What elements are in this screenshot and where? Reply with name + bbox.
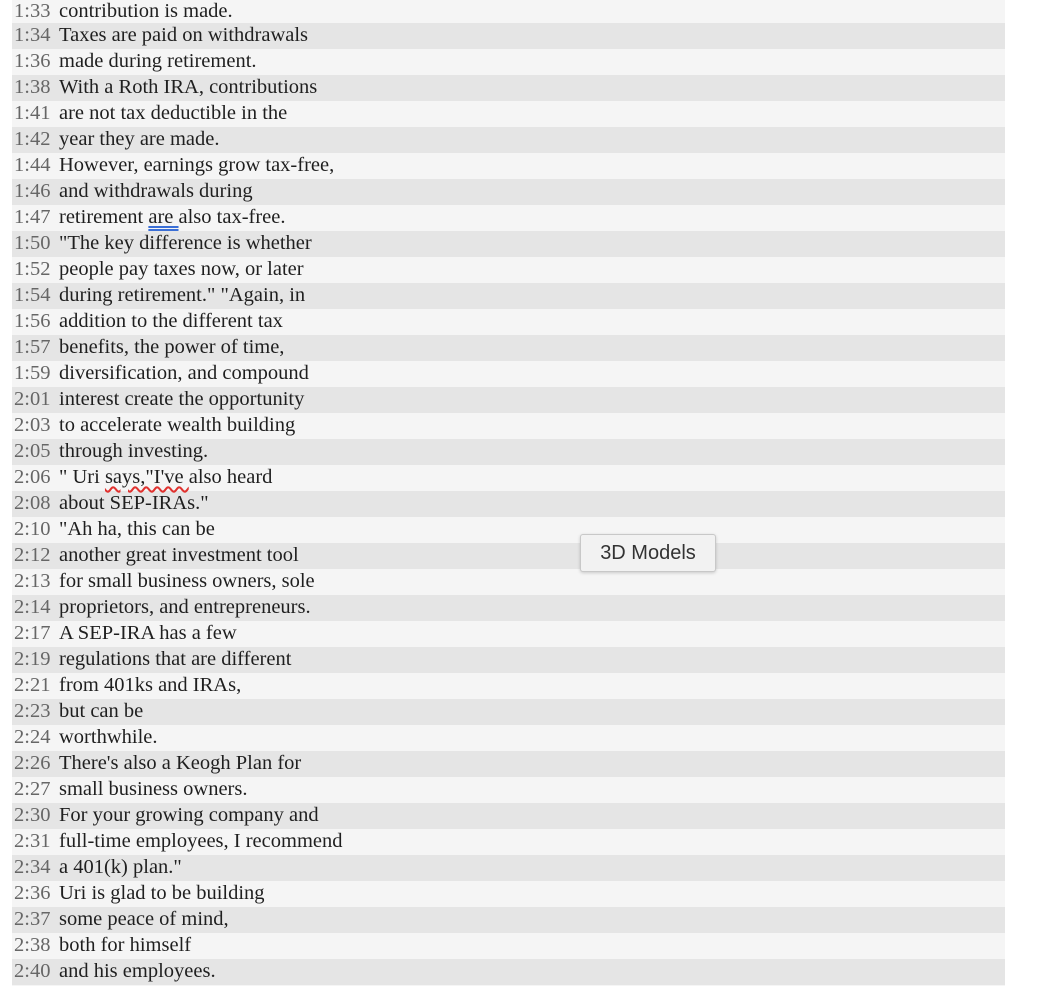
caption-text[interactable] (59, 128, 220, 150)
caption-text[interactable] (59, 908, 229, 930)
timestamp: 1:34 (14, 24, 51, 46)
transcript-row[interactable] (12, 803, 1005, 829)
timestamp: 1:57 (14, 336, 51, 358)
timestamp: 1:33 (14, 0, 51, 22)
caption-text[interactable] (59, 804, 319, 826)
timestamp: 2:21 (14, 674, 51, 696)
caption-segment: interest create the opportunity (59, 388, 305, 410)
caption-text[interactable] (59, 440, 208, 462)
caption-segment: through investing. (59, 440, 209, 462)
timestamp: 2:26 (14, 752, 51, 774)
transcript-row[interactable] (12, 49, 1005, 75)
caption-segment: another great investment tool (59, 544, 299, 566)
timestamp: 2:31 (14, 830, 51, 852)
timestamp: 2:30 (14, 804, 51, 826)
caption-segment: proprietors, and entrepreneurs. (59, 596, 311, 618)
timestamp: 1:54 (14, 284, 51, 306)
transcript-row[interactable] (12, 361, 1005, 387)
caption-segment: However, earnings grow tax-free, (59, 154, 335, 176)
transcript-row[interactable] (12, 23, 1005, 49)
caption-segment: regulations that are different (59, 648, 292, 670)
transcript-row[interactable] (12, 829, 1005, 855)
caption-text[interactable] (59, 102, 287, 124)
caption-text[interactable] (59, 180, 253, 202)
caption-text[interactable] (59, 544, 299, 566)
transcript-row[interactable] (12, 283, 1005, 309)
timestamp: 1:52 (14, 258, 51, 280)
caption-segment: "Ah ha, this can be (59, 518, 215, 540)
caption-segment: contribution is made. (59, 0, 233, 22)
transcript-row[interactable] (12, 777, 1005, 803)
caption-segment: from 401ks and IRAs, (59, 674, 242, 696)
caption-segment: Taxes are paid on withdrawals (59, 24, 309, 46)
transcript-row[interactable] (12, 673, 1005, 699)
timestamp: 2:27 (14, 778, 51, 800)
caption-segment: to accelerate wealth building (59, 414, 296, 436)
caption-text[interactable] (59, 258, 304, 280)
timestamp: 2:12 (14, 544, 51, 566)
transcript-row[interactable] (12, 231, 1005, 257)
spelling-flagged-word: says,"I've (104, 466, 189, 488)
caption-text[interactable] (59, 206, 286, 228)
caption-text[interactable] (59, 414, 295, 436)
timestamp: 1:36 (14, 50, 51, 72)
caption-segment: people pay taxes now, or later (59, 258, 304, 280)
caption-segment: full-time employees, I recommend (59, 830, 343, 852)
timestamp: 1:42 (14, 128, 51, 150)
timestamp: 2:14 (14, 596, 51, 618)
timestamp: 2:03 (14, 414, 51, 436)
timestamp: 2:06 (14, 466, 51, 488)
transcript-row[interactable] (12, 647, 1005, 673)
caption-text[interactable] (59, 0, 233, 22)
caption-text[interactable] (59, 310, 283, 332)
transcript-row[interactable] (12, 699, 1005, 725)
timestamp: 2:38 (14, 934, 51, 956)
tooltip-3d-models: 3D Models (580, 534, 716, 572)
caption-segment: for small business owners, sole (59, 570, 315, 592)
caption-text[interactable] (59, 622, 237, 644)
caption-segment: both for himself (59, 934, 192, 956)
transcript-document[interactable] (12, 0, 1005, 986)
caption-text[interactable] (59, 960, 216, 982)
transcript-row[interactable] (12, 725, 1005, 751)
caption-text[interactable] (59, 518, 215, 540)
transcript-row[interactable] (12, 257, 1005, 283)
caption-segment: are not tax deductible in the (59, 102, 288, 124)
caption-segment: small business owners. (59, 778, 248, 800)
caption-segment: addition to the different tax (59, 310, 283, 332)
transcript-row[interactable] (12, 595, 1005, 621)
timestamp: 1:47 (14, 206, 51, 228)
caption-text[interactable] (59, 830, 343, 852)
caption-text[interactable] (59, 336, 284, 358)
caption-text[interactable] (59, 726, 158, 748)
caption-text[interactable] (59, 154, 334, 176)
caption-segment: made during retirement. (59, 50, 257, 72)
timestamp: 2:24 (14, 726, 51, 748)
caption-segment: year they are made. (59, 128, 220, 150)
caption-text[interactable] (59, 50, 257, 72)
caption-text[interactable] (59, 362, 309, 384)
transcript-row[interactable] (12, 179, 1005, 205)
caption-segment: a 401(k) plan." (59, 856, 182, 878)
transcript-row[interactable] (12, 569, 1005, 595)
transcript-row[interactable] (12, 907, 1005, 933)
timestamp: 2:01 (14, 388, 51, 410)
caption-segment: and withdrawals during (59, 180, 253, 202)
timestamp: 2:17 (14, 622, 51, 644)
timestamp: 2:10 (14, 518, 51, 540)
caption-text[interactable] (59, 24, 308, 46)
caption-text[interactable] (59, 856, 182, 878)
caption-text[interactable] (59, 596, 311, 618)
timestamp: 2:40 (14, 960, 51, 982)
timestamp: 2:23 (14, 700, 51, 722)
caption-segment: and his employees. (59, 960, 216, 982)
caption-segment: worthwhile. (59, 726, 158, 748)
caption-text[interactable] (59, 232, 312, 254)
caption-segment: also tax-free. (178, 206, 286, 228)
transcript-row[interactable] (12, 127, 1005, 153)
timestamp: 1:56 (14, 310, 51, 332)
caption-text[interactable] (59, 492, 209, 514)
transcript-row[interactable] (12, 855, 1005, 881)
transcript-row[interactable] (12, 621, 1005, 647)
transcript-row[interactable] (12, 75, 1005, 101)
transcript-row[interactable] (12, 205, 1005, 231)
timestamp: 1:59 (14, 362, 51, 384)
caption-text[interactable] (59, 284, 305, 306)
timestamp: 2:34 (14, 856, 51, 878)
caption-segment: during retirement." "Again, in (59, 284, 306, 306)
caption-text[interactable] (59, 752, 301, 774)
timestamp: 1:50 (14, 232, 51, 254)
timestamp: 1:46 (14, 180, 51, 202)
timestamp: 1:38 (14, 76, 51, 98)
caption-text[interactable] (59, 882, 265, 904)
grammar-flagged-word: are (148, 206, 179, 228)
caption-segment: also heard (188, 466, 273, 488)
caption-segment: There's also a Keogh Plan for (59, 752, 302, 774)
timestamp: 2:37 (14, 908, 51, 930)
timestamp: 2:19 (14, 648, 51, 670)
caption-segment: A SEP-IRA has a few (59, 622, 237, 644)
transcript-row[interactable] (12, 543, 1005, 569)
caption-text[interactable] (59, 778, 247, 800)
transcript-row[interactable] (12, 309, 1005, 335)
caption-segment: some peace of mind, (59, 908, 229, 930)
transcript-row[interactable] (12, 881, 1005, 907)
transcript-row[interactable] (12, 387, 1005, 413)
caption-text[interactable] (59, 700, 143, 722)
timestamp: 1:44 (14, 154, 51, 176)
transcript-row[interactable] (12, 517, 1005, 543)
caption-segment: diversification, and compound (59, 362, 309, 384)
transcript-row[interactable] (12, 933, 1005, 959)
transcript-row[interactable] (12, 0, 1005, 23)
caption-text[interactable] (59, 674, 241, 696)
caption-text[interactable] (59, 570, 315, 592)
transcript-row[interactable] (12, 413, 1005, 439)
timestamp: 2:13 (14, 570, 51, 592)
caption-segment: With a Roth IRA, contributions (59, 76, 318, 98)
transcript-row[interactable] (12, 335, 1005, 361)
transcript-table (12, 0, 1005, 985)
transcript-row[interactable] (12, 101, 1005, 127)
timestamp: 2:36 (14, 882, 51, 904)
transcript-row[interactable] (12, 751, 1005, 777)
caption-segment: " Uri (59, 466, 105, 488)
timestamp: 2:05 (14, 440, 51, 462)
caption-segment: benefits, the power of time, (59, 336, 285, 358)
timestamp: 1:41 (14, 102, 51, 124)
caption-text[interactable] (59, 466, 272, 488)
transcript-row[interactable] (12, 439, 1005, 465)
caption-segment: about SEP-IRAs." (59, 492, 209, 514)
caption-text[interactable] (59, 648, 291, 670)
transcript-row[interactable] (12, 465, 1005, 491)
timestamp: 2:08 (14, 492, 51, 514)
transcript-row[interactable] (12, 491, 1005, 517)
caption-segment: "The key difference is whether (59, 232, 312, 254)
transcript-row[interactable] (12, 153, 1005, 179)
caption-segment: retirement (59, 206, 149, 228)
caption-segment: but can be (59, 700, 144, 722)
caption-segment: For your growing company and (59, 804, 319, 826)
caption-segment: Uri is glad to be building (59, 882, 265, 904)
caption-text[interactable] (59, 934, 191, 956)
transcript-row[interactable] (12, 959, 1005, 985)
caption-text[interactable] (59, 388, 304, 410)
caption-text[interactable] (59, 76, 317, 98)
